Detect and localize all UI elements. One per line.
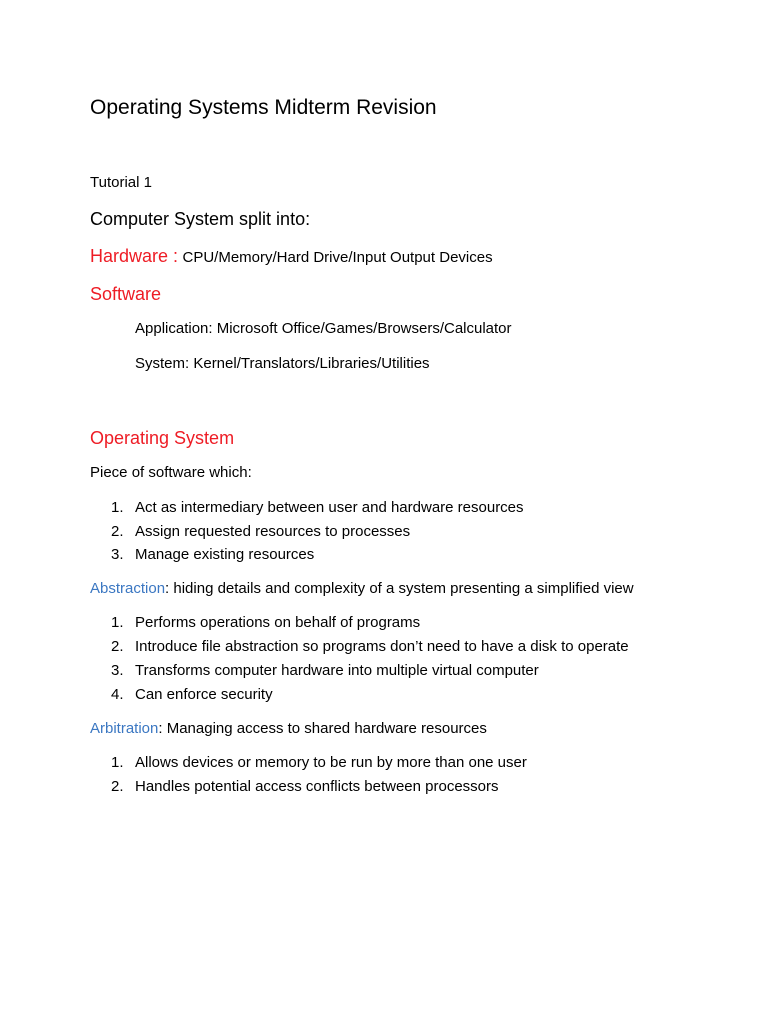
software-system: System: Kernel/Translators/Libraries/Utilities (135, 355, 430, 372)
list-item (111, 754, 527, 771)
list-item (111, 546, 314, 563)
list-number: 1. (111, 499, 124, 516)
list-text: Can enforce security (135, 686, 273, 703)
abstraction-term: Abstraction (90, 580, 166, 597)
list-text: Transforms computer hardware into multiple virtual computer (135, 662, 539, 679)
abstraction-definition (90, 580, 634, 597)
list-text: Manage existing resources (135, 546, 315, 563)
list-number: 2. (111, 778, 124, 795)
list-number: 2. (111, 523, 124, 540)
software-label: Software (90, 284, 162, 304)
list-item (111, 778, 499, 795)
hardware-line (90, 246, 493, 267)
list-number: 4. (111, 686, 124, 703)
abstraction-text: : hiding details and complexity of a system presenting a simplified view (165, 580, 634, 597)
hardware-text: CPU/Memory/Hard Drive/Input Output Devices (182, 249, 493, 266)
split-heading: Computer System split into: (90, 209, 311, 229)
arbitration-definition (90, 720, 487, 737)
tutorial-label: Tutorial 1 (90, 174, 152, 191)
list-item (111, 499, 524, 516)
list-item (111, 638, 629, 655)
operating-system-label: Operating System (90, 428, 235, 448)
operating-system-intro: Piece of software which: (90, 464, 252, 481)
arbitration-text: : Managing access to shared hardware resources (158, 720, 487, 737)
list-text: Handles potential access conflicts between processors (135, 778, 499, 795)
list-item (111, 662, 539, 679)
list-text: Introduce file abstraction so programs don’t need to have a disk to operate (135, 638, 629, 655)
arbitration-term: Arbitration (90, 720, 159, 737)
list-item (111, 686, 273, 703)
list-number: 1. (111, 754, 124, 771)
list-number: 3. (111, 662, 124, 679)
list-item (111, 523, 410, 540)
hardware-label: Hardware : (90, 246, 179, 266)
list-text: Performs operations on behalf of programs (135, 614, 421, 631)
list-number: 2. (111, 638, 124, 655)
list-number: 3. (111, 546, 124, 563)
software-application: Application: Microsoft Office/Games/Browsers/Calculator (135, 320, 512, 337)
document-title: Operating Systems Midterm Revision (90, 96, 437, 119)
list-item (111, 614, 420, 631)
list-text: Assign requested resources to processes (135, 523, 411, 540)
list-text: Allows devices or memory to be run by more than one user (135, 754, 527, 771)
list-number: 1. (111, 614, 124, 631)
list-text: Act as intermediary between user and hardware resources (135, 499, 524, 516)
